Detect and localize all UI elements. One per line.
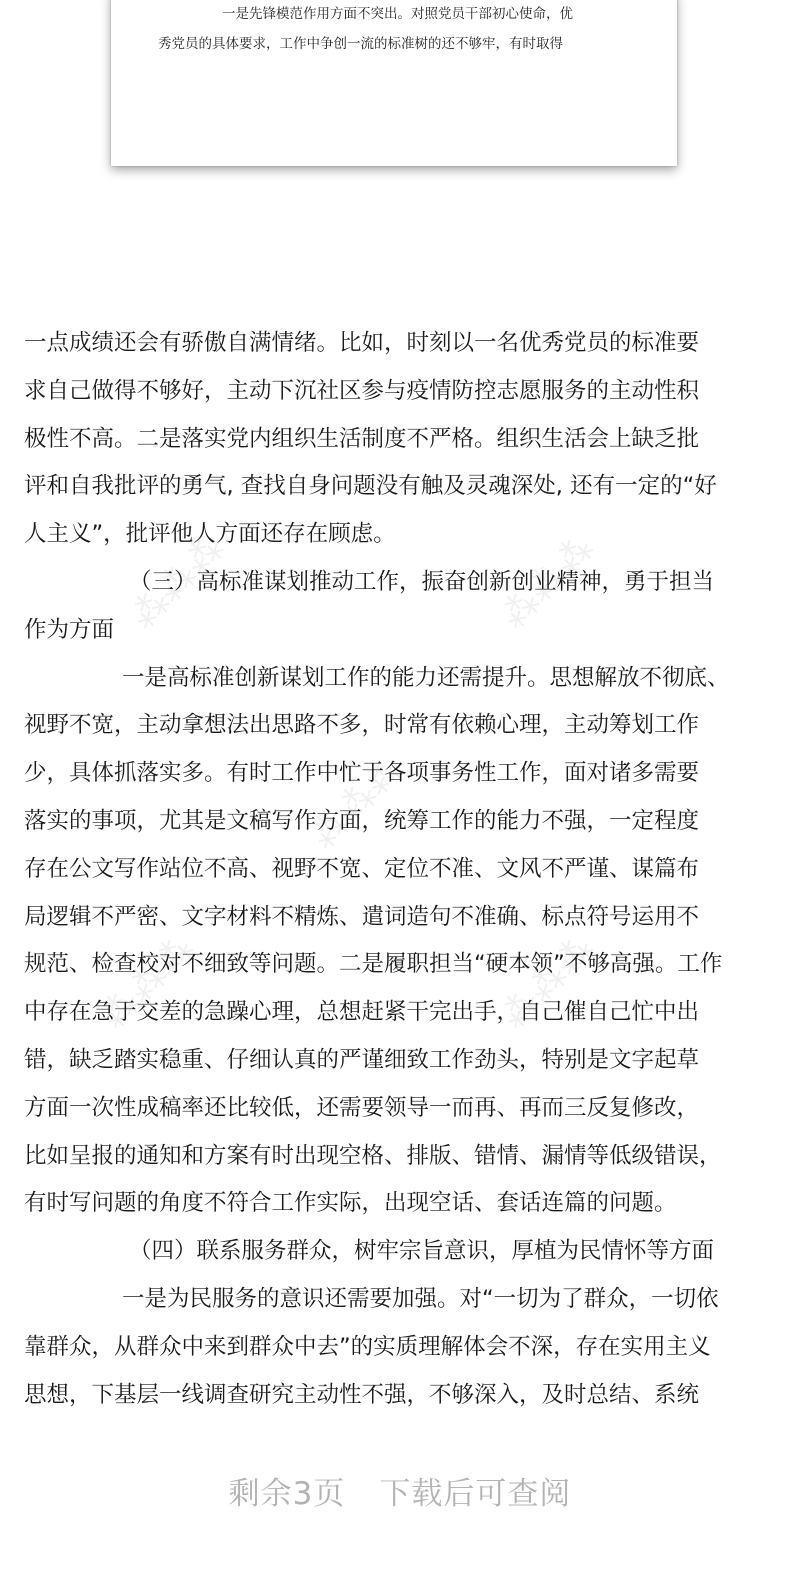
text-line: 规范、检查校对不细致等问题。二是履职担当“硬本领”不够高强。工作 <box>24 951 723 978</box>
text-line: 少，具体抓落实多。有时工作中忙于各项事务性工作，面对诸多需要 <box>24 760 700 787</box>
watermark: ⁂⁂⁂ <box>491 526 603 638</box>
text-line: 思想，下基层一线调查研究主动性不强，不够深入，及时总结、系统 <box>24 1381 700 1408</box>
section-heading-3-cont: 作为方面 <box>24 616 115 643</box>
watermark: ⁂⁂⁂ <box>301 746 413 858</box>
text-line: 极性不高。二是落实党内组织生活制度不严格。组织生活会上缺乏批 <box>24 425 700 452</box>
download-prompt[interactable] <box>0 1468 800 1513</box>
text-line: 视野不宽，主动拿想法出思路不多，时常有依赖心理，主动筹划工作 <box>24 712 700 739</box>
section-heading-3: （三）高标准谋划推动工作，振奋创新创业精神，勇于担当 <box>129 568 715 595</box>
text-line: 错，缺乏踏实稳重、仔细认真的严谨细致工作劲头，特别是文字起草 <box>24 1046 700 1073</box>
text-line: 有时写问题的角度不符合工作实际，出现空话、套话连篇的问题。 <box>24 1190 677 1217</box>
preview-line-1: 一是先锋模范作用方面不突出。对照党员干部初心使命，优 <box>222 6 573 22</box>
text-line: 比如呈报的通知和方案有时出现空格、排版、错情、漏情等低级错误， <box>24 1142 722 1169</box>
text-line: 求自己做得不够好，主动下沉社区参与疫情防控志愿服务的主动性积 <box>24 377 700 404</box>
watermark: ⁂⁂⁂ <box>121 526 233 638</box>
paragraph-start: 一是高标准创新谋划工作的能力还需提升。思想解放不彻底、 <box>122 664 730 691</box>
text-line: 一点成绩还会有骄傲自满情绪。比如，时刻以一名优秀党员的标准要 <box>24 330 700 356</box>
watermark: ⁂⁂⁂ <box>491 926 603 1038</box>
text-line: 局逻辑不严密、文字材料不精炼、遣词造句不准确、标点符号运用不 <box>24 903 700 930</box>
text-line: 方面一次性成稿率还比较低，还需要领导一而再、再而三反复修改， <box>24 1094 700 1121</box>
download-to-view-label: 下载后可查阅 <box>379 1476 572 1512</box>
remaining-pages-label: 剩余3页 <box>228 1476 346 1512</box>
text-line: 中存在急于交差的急躁心理，总想赶紧干完出手，自己催自己忙中出 <box>24 999 700 1026</box>
text-line: 存在公文写作站位不高、视野不宽、定位不准、文风不严谨、谋篇布 <box>24 855 700 882</box>
preview-card <box>111 0 677 166</box>
document-body <box>24 320 776 1419</box>
paragraph-start: 一是为民服务的意识还需要加强。对“一切为了群众，一切依 <box>122 1285 719 1312</box>
text-line: 评和自我批评的勇气, 查找自身问题没有触及灵魂深处, 还有一定的“好 <box>24 473 717 500</box>
text-line: 落实的事项，尤其是文稿写作方面，统筹工作的能力不强，一定程度 <box>24 807 700 834</box>
watermark: ⁂⁂⁂ <box>91 926 203 1038</box>
section-heading-4: （四）联系服务群众，树牢宗旨意识，厚植为民情怀等方面 <box>129 1238 715 1265</box>
text-line: 人主义”，批评他人方面还存在顾虑。 <box>24 521 396 548</box>
preview-line-2: 秀党员的具体要求，工作中争创一流的标准树的还不够牢，有时取得 <box>158 36 563 52</box>
text-line: 靠群众，从群众中来到群众中去”的实质理解体会不深，存在实用主义 <box>24 1333 711 1360</box>
